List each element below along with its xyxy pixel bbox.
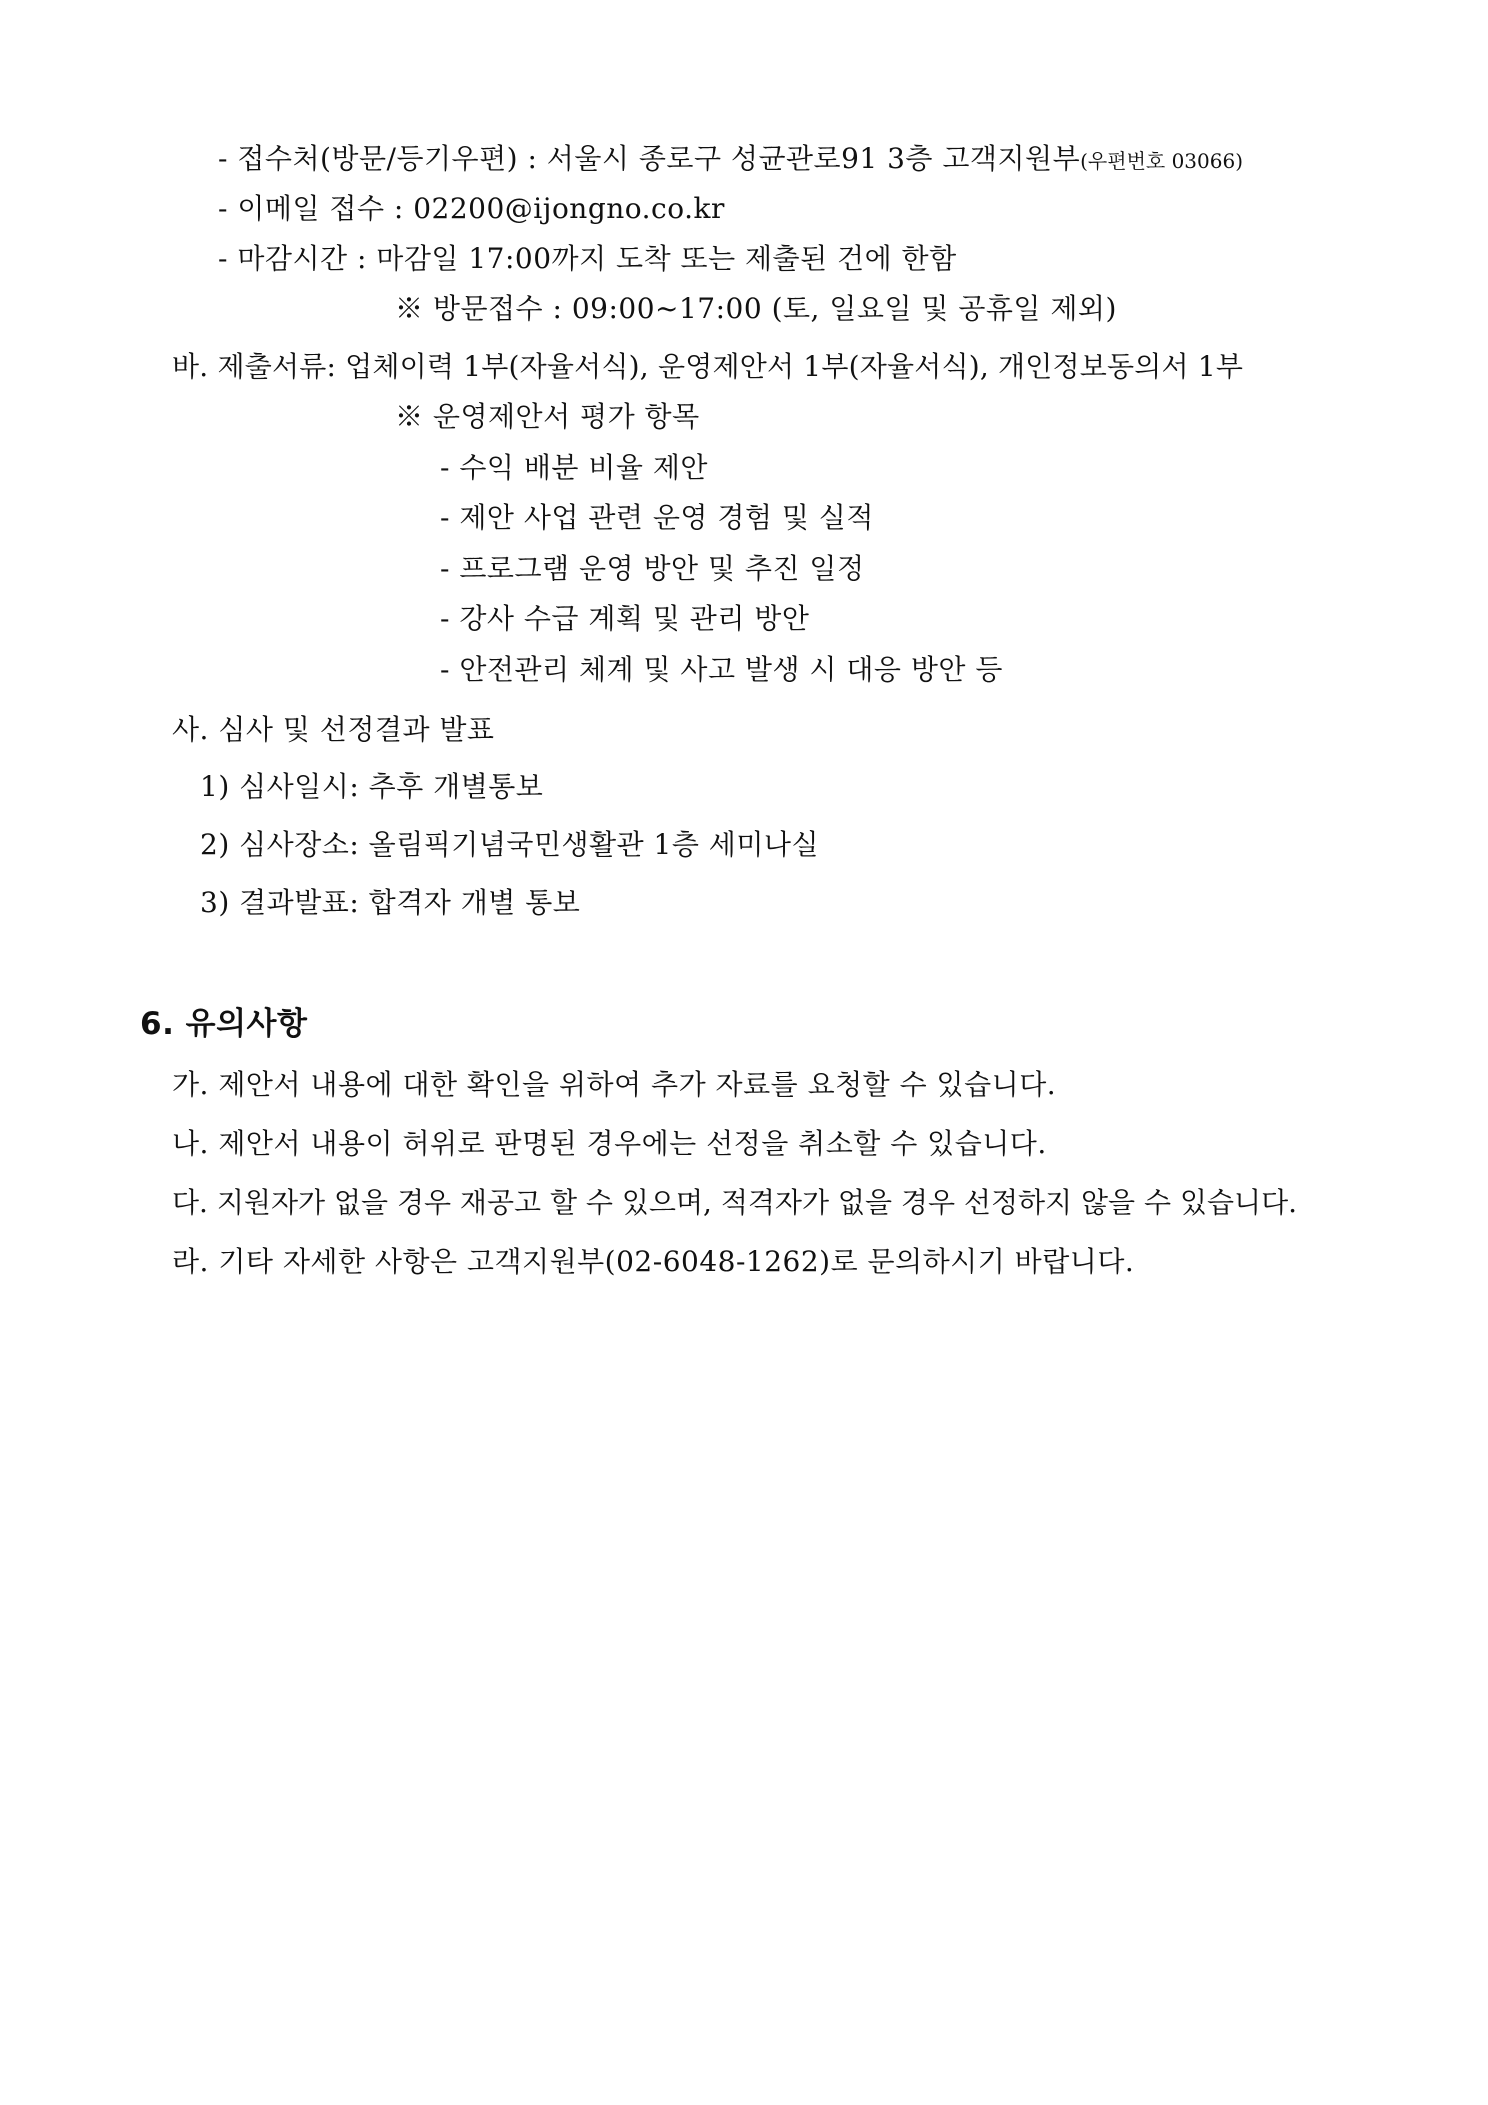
criteria-title: ※ 운영제안서 평가 항목 bbox=[395, 400, 700, 433]
criteria-item: - 안전관리 체계 및 사고 발생 시 대응 방안 등 bbox=[440, 653, 1003, 686]
reception-address: - 접수처(방문/등기우편) : 서울시 종로구 성균관로91 3층 고객지원부 bbox=[218, 142, 1081, 175]
review-item: 3) 결과발표: 합격자 개별 통보 bbox=[200, 886, 581, 919]
notes-heading: 6. 유의사항 bbox=[140, 1006, 308, 1042]
criteria-item: - 강사 수급 계획 및 관리 방안 bbox=[440, 602, 810, 635]
notes-item: 다. 지원자가 없을 경우 재공고 할 수 있으며, 적격자가 없을 경우 선정하지 않을 수 있습니다. bbox=[172, 1186, 1298, 1219]
notes-item: 나. 제안서 내용이 허위로 판명된 경우에는 선정을 취소할 수 있습니다. bbox=[172, 1127, 1047, 1160]
notes-item: 라. 기타 자세한 사항은 고객지원부(02-6048-1262)로 문의하시기 바랍니다. bbox=[172, 1245, 1135, 1278]
reception-address-line bbox=[218, 142, 1243, 178]
review-item: 1) 심사일시: 추후 개별통보 bbox=[200, 770, 544, 803]
criteria-item: - 수익 배분 비율 제안 bbox=[440, 451, 708, 484]
review-item: 2) 심사장소: 올림픽기념국민생활관 1층 세미나실 bbox=[200, 828, 820, 861]
notes-item: 가. 제안서 내용에 대한 확인을 위하여 추가 자료를 요청할 수 있습니다. bbox=[172, 1068, 1057, 1101]
reception-deadline: - 마감시간 : 마감일 17:00까지 도착 또는 제출된 건에 한함 bbox=[218, 242, 957, 275]
documents-title: 바. 제출서류: 업체이력 1부(자율서식), 운영제안서 1부(자율서식), 개인정보동의서 1부 bbox=[172, 350, 1244, 383]
reception-email: - 이메일 접수 : 02200@ijongno.co.kr bbox=[218, 192, 725, 225]
reception-visit-note: ※ 방문접수 : 09:00~17:00 (토, 일요일 및 공휴일 제외) bbox=[395, 292, 1117, 325]
criteria-item: - 프로그램 운영 방안 및 추진 일정 bbox=[440, 552, 865, 585]
review-title: 사. 심사 및 선정결과 발표 bbox=[172, 713, 495, 746]
reception-postal-code: (우편번호 03066) bbox=[1080, 149, 1243, 173]
criteria-item: - 제안 사업 관련 운영 경험 및 실적 bbox=[440, 501, 874, 534]
